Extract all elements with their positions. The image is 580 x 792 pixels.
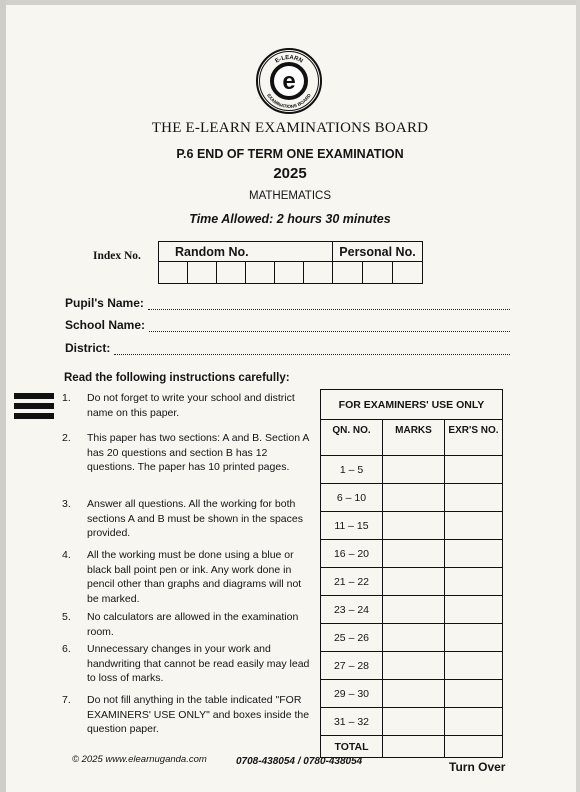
turn-over-label: Turn Over — [449, 760, 506, 774]
exr-no-cell — [445, 596, 503, 624]
random-digit-box[interactable] — [246, 262, 275, 284]
district-field[interactable] — [65, 341, 510, 355]
instruction-number: 4. — [62, 549, 71, 561]
random-digit-box[interactable] — [217, 262, 246, 284]
marks-cell — [383, 596, 445, 624]
paper-edge-left — [0, 0, 6, 792]
index-number-grid — [158, 241, 423, 284]
question-range-cell: 29 – 30 — [321, 680, 383, 708]
random-digit-box[interactable] — [304, 262, 333, 284]
exr-no-cell — [445, 624, 503, 652]
instruction-item — [62, 391, 312, 420]
instruction-item — [62, 497, 312, 541]
examiners-row — [321, 568, 503, 596]
instructions-title: Read the following instructions carefully: — [64, 372, 290, 384]
paper-edge-top — [0, 0, 580, 5]
instruction-number: 7. — [62, 694, 71, 706]
instruction-number: 5. — [62, 611, 71, 623]
instruction-text: All the working must be done using a blue or black ball point pen or ink. Any work done in pencil other than graphs and diagrams will not be marked. — [87, 549, 302, 605]
marks-cell — [383, 568, 445, 596]
footer-copyright: © 2025 www.elearnuganda.com — [72, 754, 207, 765]
elearn-logo-icon — [255, 47, 323, 115]
random-number-header: Random No. — [159, 242, 333, 262]
marks-cell — [383, 624, 445, 652]
school-name-line[interactable] — [149, 322, 510, 332]
pupil-name-line[interactable] — [148, 300, 510, 310]
examiners-row — [321, 456, 503, 484]
subject-name: MATHEMATICS — [249, 190, 331, 202]
marks-cell — [383, 512, 445, 540]
examiners-row — [321, 652, 503, 680]
instruction-text: Do not fill anything in the table indicated "FOR EXAMINERS' USE ONLY" and boxes inside the question paper. — [87, 694, 310, 735]
index-number-label: Index No. — [93, 250, 141, 262]
examiners-row — [321, 512, 503, 540]
total-marks-cell — [383, 736, 445, 758]
question-range-cell: 1 – 5 — [321, 456, 383, 484]
exr-no-cell — [445, 680, 503, 708]
instruction-number: 2. — [62, 432, 71, 444]
exr-no-cell — [445, 484, 503, 512]
marks-cell — [383, 708, 445, 736]
examiners-row — [321, 540, 503, 568]
marks-cell — [383, 652, 445, 680]
exam-year: 2025 — [273, 165, 307, 182]
examiners-row — [321, 596, 503, 624]
instruction-item — [62, 642, 312, 686]
instruction-text: Unnecessary changes in your work and handwriting that cannot be read easily may lead to loss of marks. — [87, 643, 310, 684]
instruction-item — [62, 610, 312, 639]
instruction-number: 3. — [62, 498, 71, 510]
question-range-cell: 25 – 26 — [321, 624, 383, 652]
personal-number-header: Personal No. — [333, 242, 423, 262]
district-label: District: — [65, 341, 111, 355]
question-range-cell: 31 – 32 — [321, 708, 383, 736]
board-name: THE E-LEARN EXAMINATIONS BOARD — [151, 120, 429, 136]
random-digit-box[interactable] — [275, 262, 304, 284]
paper-edge-right — [576, 0, 580, 792]
instruction-number: 1. — [62, 392, 71, 404]
school-name-field[interactable] — [65, 318, 510, 332]
school-name-label: School Name: — [65, 318, 146, 332]
random-digit-box[interactable] — [159, 262, 188, 284]
time-allowed: Time Allowed: 2 hours 30 minutes — [189, 212, 391, 226]
examiners-row — [321, 708, 503, 736]
personal-digit-box[interactable] — [363, 262, 393, 284]
total-exr-cell — [445, 736, 503, 758]
exr-no-header: EXR'S NO. — [445, 420, 503, 456]
instruction-number: 6. — [62, 643, 71, 655]
question-range-cell: 11 – 15 — [321, 512, 383, 540]
marks-header: MARKS — [383, 420, 445, 456]
question-range-cell: 16 – 20 — [321, 540, 383, 568]
district-line[interactable] — [114, 345, 510, 355]
marks-cell — [383, 456, 445, 484]
marks-cell — [383, 484, 445, 512]
exr-no-cell — [445, 652, 503, 680]
total-label: TOTAL — [321, 736, 383, 758]
examiners-table-title: FOR EXAMINERS' USE ONLY — [321, 390, 503, 420]
examiners-row — [321, 624, 503, 652]
question-range-cell: 27 – 28 — [321, 652, 383, 680]
instruction-text: Answer all questions. All the working for both sections A and B must be shown in the spaces provided. — [87, 498, 303, 539]
exr-no-cell — [445, 568, 503, 596]
logo-letter: e — [282, 68, 296, 95]
pupil-name-field[interactable] — [65, 296, 510, 310]
personal-digit-box[interactable] — [333, 262, 363, 284]
instruction-text: Do not forget to write your school and district name on this paper. — [87, 392, 295, 419]
examiners-use-table — [320, 389, 503, 758]
personal-digit-box[interactable] — [393, 262, 423, 284]
question-range-cell: 23 – 24 — [321, 596, 383, 624]
instruction-item — [62, 548, 312, 606]
pupil-name-label: Pupil's Name: — [65, 296, 144, 310]
exr-no-cell — [445, 512, 503, 540]
question-range-cell: 21 – 22 — [321, 568, 383, 596]
random-digit-box[interactable] — [188, 262, 217, 284]
registration-marks — [14, 393, 54, 423]
marks-cell — [383, 680, 445, 708]
logo-ring-text-top: E-LEARN — [274, 54, 304, 65]
logo-ring-text-bottom: EXAMINATIONS BOARD — [266, 92, 312, 110]
exr-no-cell — [445, 540, 503, 568]
instruction-text: This paper has two sections: A and B. Section A has 20 questions and section B has 12 questions. The paper has 10 printed pages. — [87, 432, 309, 473]
exam-title: P.6 END OF TERM ONE EXAMINATION — [176, 147, 404, 161]
marks-cell — [383, 540, 445, 568]
examiners-row — [321, 484, 503, 512]
instruction-text: No calculators are allowed in the examination room. — [87, 611, 299, 638]
footer-phones: 0708-438054 / 0780-438054 — [236, 756, 363, 767]
exr-no-cell — [445, 456, 503, 484]
instruction-item — [62, 431, 312, 475]
qn-no-header: QN. NO. — [321, 420, 383, 456]
instruction-item — [62, 693, 312, 737]
question-range-cell: 6 – 10 — [321, 484, 383, 512]
examiners-row — [321, 680, 503, 708]
exr-no-cell — [445, 708, 503, 736]
